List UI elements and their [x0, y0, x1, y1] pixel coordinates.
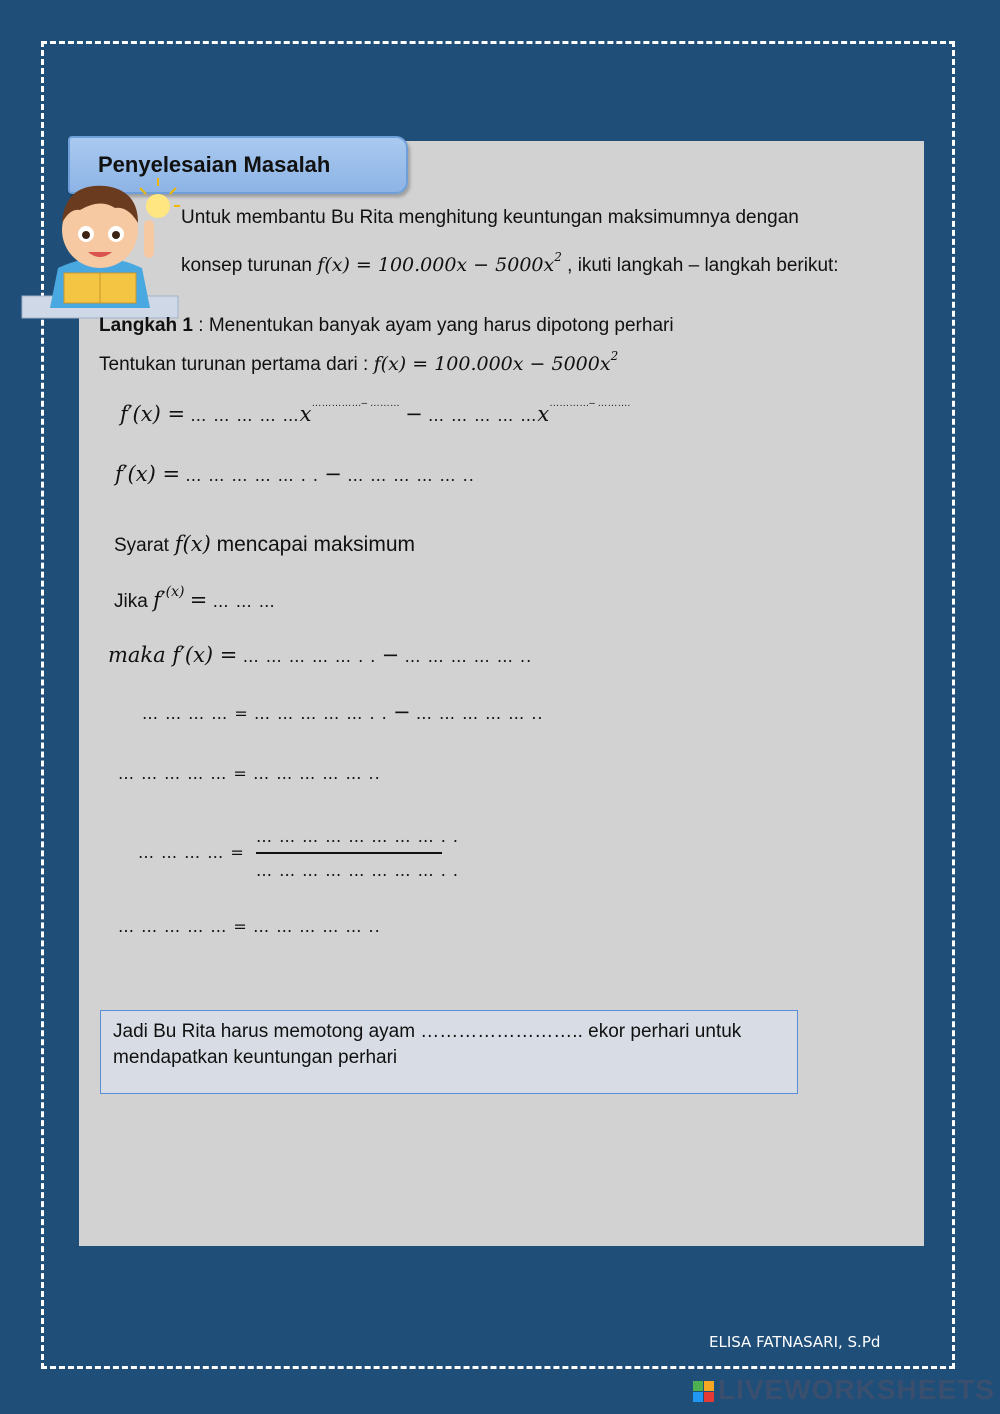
- syarat-prefix: Syarat: [114, 535, 169, 556]
- line7-numerator: [256, 826, 459, 848]
- line7-numerator-blank[interactable]: … … … … … … … … . .: [256, 827, 459, 846]
- line1-exponent-blank-1[interactable]: ……………– ………: [311, 398, 400, 409]
- liveworksheets-icon: [693, 1381, 714, 1402]
- line1-lhs: f′(x) =: [120, 402, 186, 426]
- intro-line-1: Untuk membantu Bu Rita menghitung keuntungan maksimumnya dengan: [181, 207, 799, 228]
- syarat-suffix: mencapai maksimum: [216, 533, 416, 556]
- jika-exponent: (x): [165, 584, 185, 600]
- work-line-8: [118, 916, 381, 938]
- line1-exponent-blank-2[interactable]: …………– ……….: [549, 398, 631, 409]
- line7-denominator-blank[interactable]: … … … … … … … … . .: [256, 861, 459, 880]
- line6-rhs-blank[interactable]: … … … … … ..: [253, 764, 381, 783]
- author-name: ELISA FATNASARI, S.Pd: [709, 1333, 881, 1351]
- intro-function-exponent: 2: [554, 250, 562, 264]
- line2-blank-b[interactable]: … … … … … ..: [347, 466, 475, 485]
- conclusion-box: [100, 1010, 798, 1094]
- maka-lhs: maka f′(x) =: [108, 643, 238, 667]
- conclusion-line-1: Jadi Bu Rita harus memotong ayam …………………….. ekor perhari untuk: [113, 1021, 742, 1042]
- line8-lhs-blank[interactable]: … … … … … =: [118, 917, 248, 936]
- intro-suffix: , ikuti langkah – langkah berikut:: [567, 255, 839, 276]
- line2-blank-a[interactable]: … … … … … . .: [185, 466, 320, 485]
- line1-blank-b[interactable]: … … … … …: [428, 406, 538, 425]
- maka-line: [108, 643, 532, 668]
- section-title: Penyelesaian Masalah: [98, 152, 331, 177]
- syarat-line: [114, 532, 415, 557]
- line1-minus: −: [405, 402, 423, 426]
- intro-function: f(x) = 100.000x − 5000x: [317, 254, 555, 276]
- maka-blank-a[interactable]: … … … … … . .: [242, 647, 377, 666]
- derivative-function: f(x) = 100.000x − 5000x: [373, 353, 611, 375]
- step1-label: Langkah 1: [99, 315, 193, 336]
- fraction-bar: [256, 852, 442, 854]
- line5-blank-b[interactable]: … … … … … ..: [415, 704, 544, 723]
- intro-line-2: [181, 250, 839, 277]
- line1-x2: x: [537, 402, 550, 426]
- conclusion-line-2: mendapatkan keuntungan perhari: [113, 1047, 398, 1068]
- line8-rhs-blank[interactable]: … … … … … ..: [253, 917, 381, 936]
- step1-heading: [99, 315, 674, 337]
- work-line-6: [118, 763, 381, 785]
- student-reading-illustration: [20, 168, 180, 323]
- line5-lhs-blank[interactable]: … … … … =: [142, 704, 249, 723]
- line7-lhs: [138, 842, 245, 864]
- line1-blank-a[interactable]: … … … … …: [190, 406, 300, 425]
- line7-lhs-blank[interactable]: … … … … =: [138, 843, 245, 862]
- line7-denominator: [256, 860, 459, 882]
- line2-minus: −: [324, 462, 342, 486]
- intro-prefix: konsep turunan: [181, 255, 312, 276]
- jika-prefix: Jika: [114, 591, 148, 612]
- line5-blank-a[interactable]: … … … … … . .: [254, 704, 388, 723]
- line1-x1: x: [299, 402, 312, 426]
- jika-line: [114, 584, 276, 613]
- brand-text: LIVEWORKSHEETS: [718, 1374, 995, 1405]
- work-line-1: [120, 398, 631, 427]
- work-line-5: [142, 700, 544, 725]
- syarat-fx: f(x): [174, 532, 211, 556]
- jika-equals: =: [189, 588, 208, 612]
- derivative-prompt-line: [99, 349, 619, 376]
- derivative-prompt: Tentukan turunan pertama dari :: [99, 354, 369, 375]
- line6-lhs-blank[interactable]: … … … … … =: [118, 764, 248, 783]
- line5-minus: −: [393, 700, 411, 724]
- maka-minus: −: [381, 643, 400, 667]
- derivative-function-exponent: 2: [610, 349, 619, 363]
- line2-lhs: f′(x) =: [115, 462, 181, 486]
- step1-text: : Menentukan banyak ayam yang harus dipotong perhari: [192, 315, 674, 336]
- jika-blank[interactable]: … … …: [212, 592, 276, 611]
- work-line-2: [115, 462, 475, 487]
- jika-fprime: f′: [153, 588, 166, 612]
- maka-blank-b[interactable]: … … … … … ..: [404, 647, 533, 666]
- liveworksheets-logo: [693, 1374, 995, 1406]
